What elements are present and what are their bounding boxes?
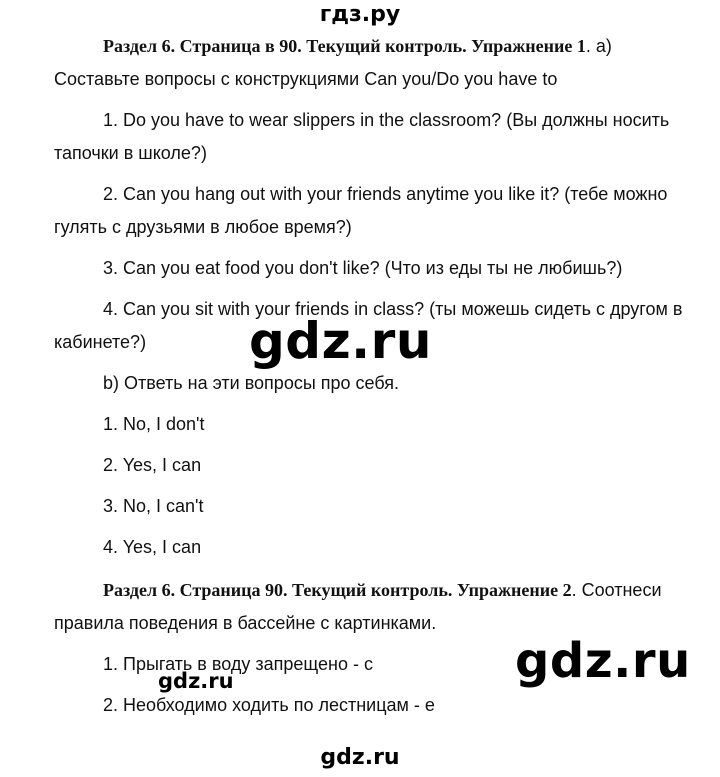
watermark-bottom: gdz.ru: [320, 745, 400, 770]
section2-heading: [103, 580, 662, 600]
answer-4: 4. Yes, I can: [103, 537, 202, 557]
section2-heading-bold: Раздел 6. Страница 90. Текущий контроль. Упражнение 2: [103, 580, 572, 600]
watermark-right: gdz.ru: [515, 633, 691, 689]
section2-heading-rest: . Соотнеси: [571, 580, 662, 600]
rule-2: 2. Необходимо ходить по лестницам - е: [103, 695, 435, 715]
question-3: 3. Can you eat food you don't like? (Что из еды ты не любишь?): [103, 258, 623, 278]
answer-1: 1. No, I don't: [103, 414, 205, 434]
rule-1: 1. Прыгать в воду запрещено - с: [103, 654, 373, 674]
question-4-line2: кабинете?): [54, 332, 147, 352]
section1-heading-rest: . а): [585, 36, 612, 56]
watermark-top: гдз.ру: [319, 2, 401, 27]
section2-heading-line2: правила поведения в бассейне с картинками.: [54, 613, 437, 633]
watermark-mid: gdz.ru: [249, 312, 432, 370]
question-2-line2: гулять с друзьями в любое время?): [54, 217, 352, 237]
question-2-line1: 2. Can you hang out with your friends anytime you like it? (тебе можно: [103, 184, 668, 204]
section1-heading-bold: Раздел 6. Страница в 90. Текущий контроль. Упражнение 1: [103, 36, 586, 56]
answer-3: 3. No, I can't: [103, 496, 204, 516]
watermark-small: gdz.ru: [158, 669, 234, 693]
question-4-line1: 4. Can you sit with your friends in class? (ты можешь сидеть с другом в: [103, 299, 683, 319]
answer-2: 2. Yes, I can: [103, 455, 202, 475]
part-b-instruction: b) Ответь на эти вопросы про себя.: [103, 373, 400, 393]
section1-instruction: Составьте вопросы с конструкциями Can you/Do you have to: [54, 69, 558, 89]
question-1-line1: 1. Do you have to wear slippers in the classroom? (Вы должны носить: [103, 110, 670, 130]
question-1-line2: тапочки в школе?): [54, 143, 207, 163]
section1-heading: [103, 36, 612, 56]
